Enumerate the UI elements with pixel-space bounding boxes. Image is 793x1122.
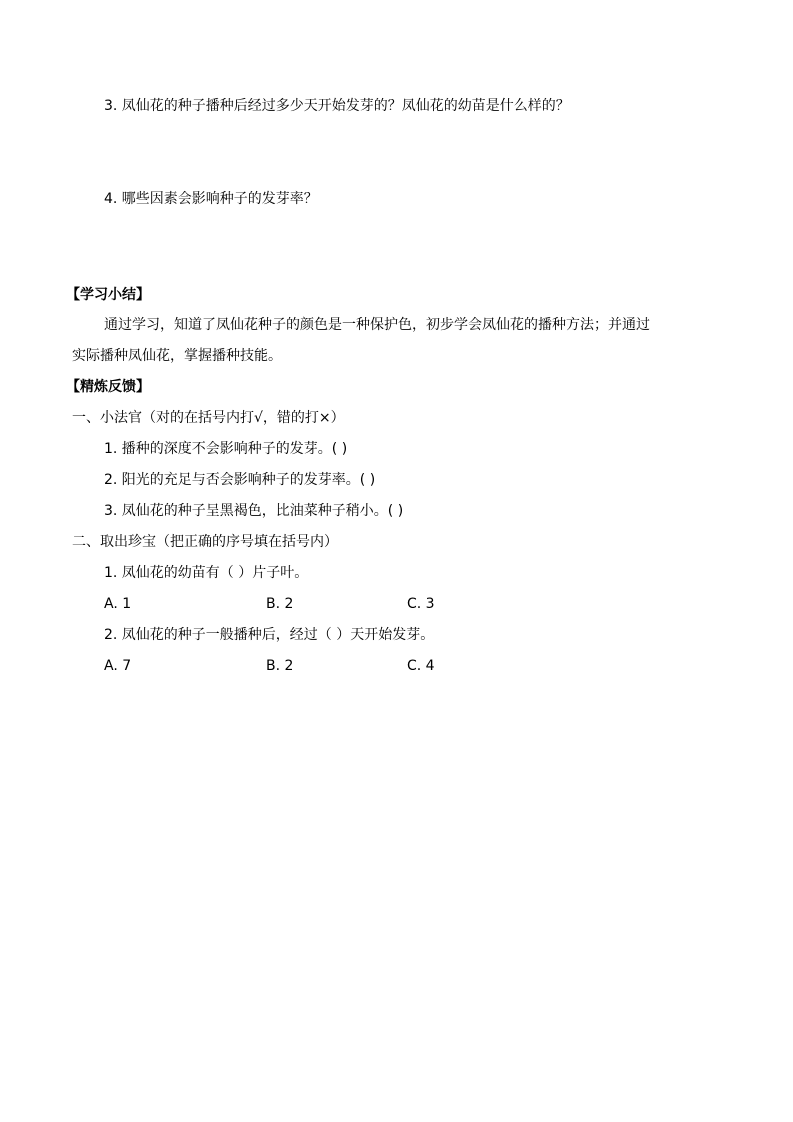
section-1-title: 一、小法官（对的在括号内打√，错的打×）: [72, 410, 345, 426]
practice-heading: 【精炼反馈】: [66, 379, 150, 395]
section-1-item-2: 2. 阳光的充足与否会影响种子的发芽率。( ): [104, 472, 376, 488]
section-2-title: 二、取出珍宝（把正确的序号填在括号内）: [72, 534, 338, 550]
summary-heading: 【学习小结】: [66, 287, 150, 303]
q2-option-a: A. 7: [104, 658, 132, 674]
q1-option-c: C. 3: [407, 596, 435, 612]
section-2-question-2: 2. 凤仙花的种子一般播种后，经过（ ）天开始发芽。: [104, 627, 435, 643]
section-1-item-1: 1. 播种的深度不会影响种子的发芽。( ): [104, 441, 348, 457]
summary-line-2: 实际播种凤仙花，掌握播种技能。: [72, 348, 282, 364]
q1-option-a: A. 1: [104, 596, 132, 612]
q1-option-b: B. 2: [266, 596, 294, 612]
question-4: 4. 哪些因素会影响种子的发芽率？: [104, 191, 318, 207]
summary-line-1: 通过学习，知道了凤仙花种子的颜色是一种保护色，初步学会凤仙花的播种方法；并通过: [104, 317, 650, 333]
section-2-question-1: 1. 凤仙花的幼苗有（ ）片子叶。: [104, 565, 309, 581]
question-3: 3. 凤仙花的种子播种后经过多少天开始发芽的？凤仙花的幼苗是什么样的？: [104, 98, 570, 114]
q2-option-b: B. 2: [266, 658, 294, 674]
q2-option-c: C. 4: [407, 658, 435, 674]
section-1-item-3: 3. 凤仙花的种子呈黑褐色，比油菜种子稍小。( ): [104, 503, 404, 519]
